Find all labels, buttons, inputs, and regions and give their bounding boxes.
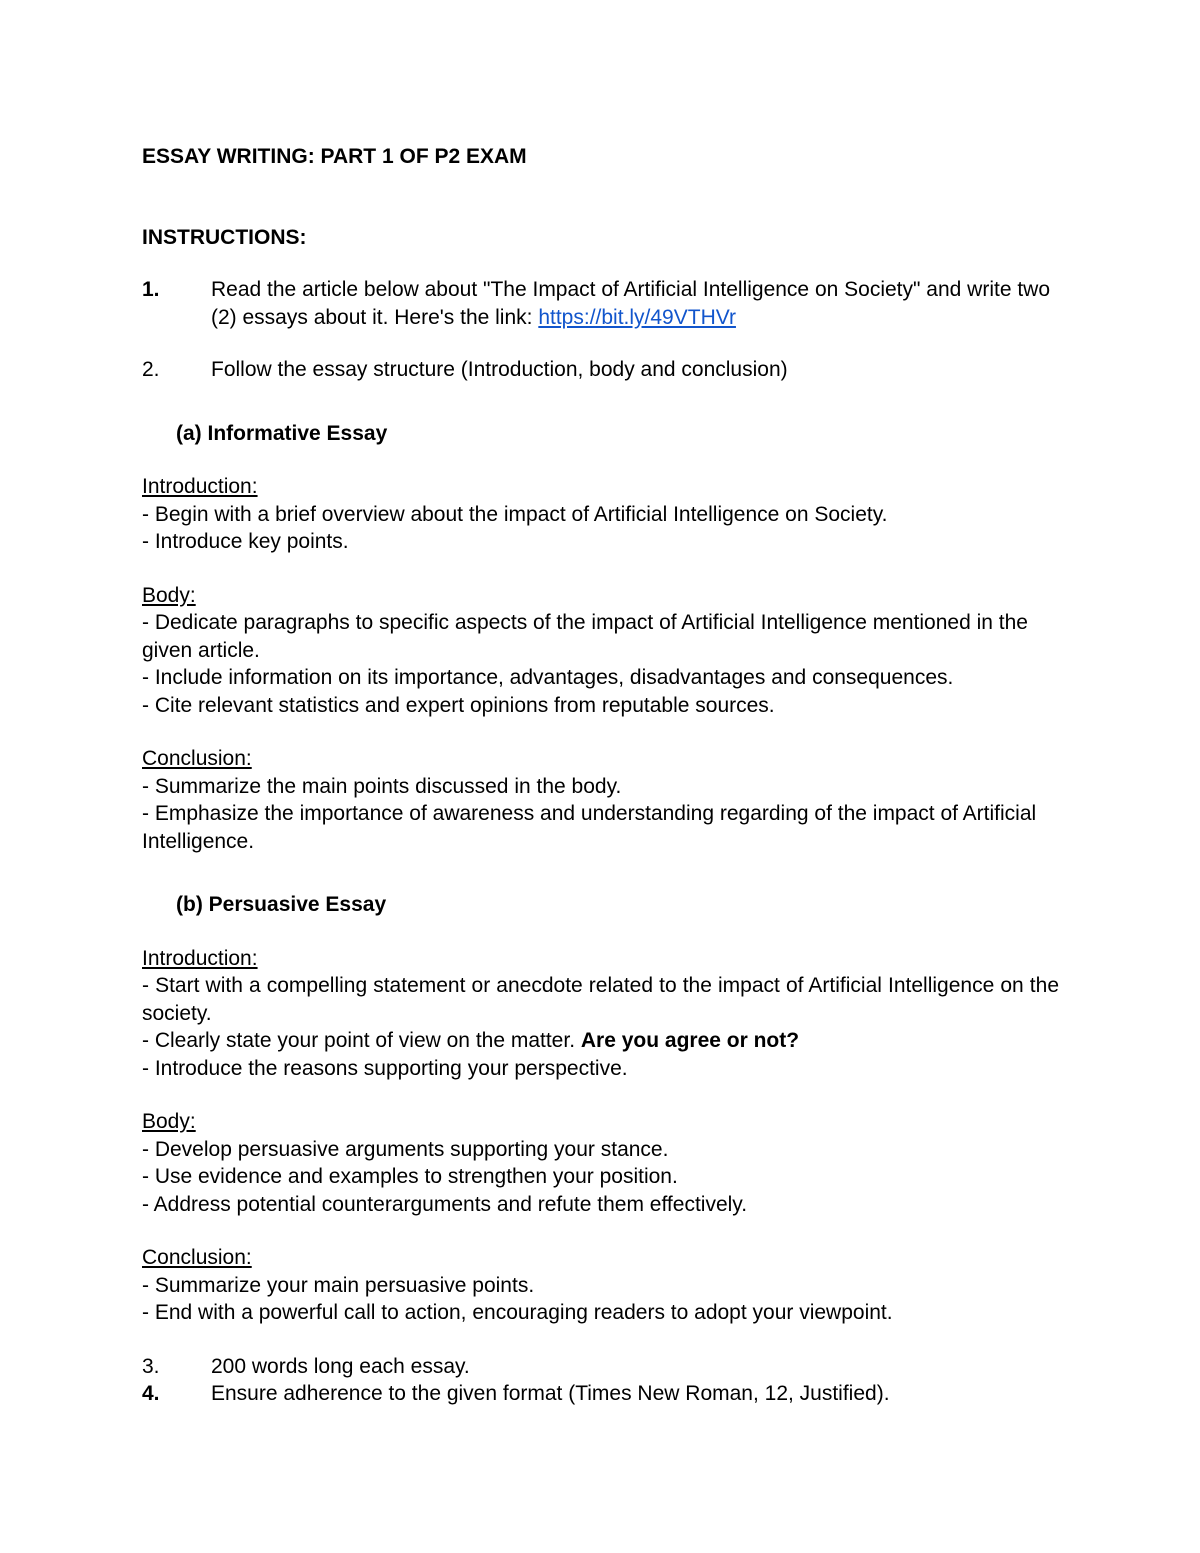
list-item: - Address potential counterarguments and refute them effectively.: [142, 1192, 748, 1216]
item-number: 1.: [142, 278, 160, 301]
section-label: Introduction:: [142, 475, 258, 498]
list-item: - Emphasize the importance of awareness and understanding regarding of the impact of Artificial Intelligence.: [142, 802, 1037, 853]
article-link[interactable]: https://bit.ly/49VTHVr: [538, 305, 736, 329]
list-item: [142, 1027, 1059, 1055]
list-item: - Introduce key points.: [142, 530, 349, 553]
persuasive-introduction: [142, 945, 1059, 1083]
instruction-item-4: [142, 1380, 1059, 1408]
instruction-item-3: [142, 1353, 1059, 1381]
persuasive-body: [142, 1108, 1059, 1218]
list-item: - End with a powerful call to action, encouraging readers to adopt your viewpoint.: [142, 1301, 893, 1324]
list-item: - Cite relevant statistics and expert opinions from reputable sources.: [142, 693, 775, 717]
section-label: Body:: [142, 583, 196, 607]
list-item: - Introduce the reasons supporting your perspective.: [142, 1056, 628, 1080]
list-item: - Include information on its importance, advantages, disadvantages and consequences.: [142, 666, 954, 689]
informative-body: [142, 582, 1059, 720]
item-text: [211, 276, 1059, 331]
item-text: Follow the essay structure (Introduction, body and conclusion): [211, 358, 788, 381]
instruction-item-2: [142, 356, 1059, 384]
informative-conclusion: [142, 745, 1059, 855]
document-title: ESSAY WRITING: PART 1 OF P2 EXAM: [142, 145, 527, 168]
list-item: - Dedicate paragraphs to specific aspects of the impact of Artificial Intelligence mentioned in the given article.: [142, 611, 1028, 662]
section-label: Conclusion:: [142, 747, 252, 770]
list-item: - Summarize the main points discussed in the body.: [142, 774, 622, 798]
document-content: [142, 143, 1059, 1408]
item-text: Ensure adherence to the given format (Times New Roman, 12, Justified).: [211, 1382, 890, 1405]
instruction-item-1: [142, 276, 1059, 331]
item-1-text: Read the article below about "The Impact of Artificial Intelligence on Society" and write two (2) essays about it. Here's the link:: [211, 278, 1051, 329]
section-label: Conclusion:: [142, 1246, 252, 1269]
list-item: - Start with a compelling statement or anecdote related to the impact of Artificial Intelligence on the society.: [142, 974, 1059, 1025]
item-number: 3.: [142, 1354, 160, 1378]
list-item: - Summarize your main persuasive points.: [142, 1273, 535, 1297]
persuasive-conclusion: [142, 1244, 1059, 1327]
list-item: - Develop persuasive arguments supporting your stance.: [142, 1137, 669, 1161]
list-item: - Use evidence and examples to strengthen your position.: [142, 1165, 678, 1188]
section-label: Body:: [142, 1110, 196, 1133]
list-item: - Begin with a brief overview about the impact of Artificial Intelligence on Society.: [142, 502, 888, 526]
informative-introduction: [142, 473, 1059, 556]
informative-essay-heading: (a) Informative Essay: [176, 421, 388, 445]
section-label: Introduction:: [142, 946, 258, 970]
item-number: 2.: [142, 358, 160, 381]
instructions-heading: INSTRUCTIONS:: [142, 225, 307, 249]
bold-question: Are you agree or not?: [580, 1029, 800, 1052]
item-number: 4.: [142, 1382, 160, 1405]
persuasive-essay-heading: (b) Persuasive Essay: [176, 893, 387, 916]
list-item-text: - Clearly state your point of view on the matter.: [142, 1029, 581, 1052]
item-text: 200 words long each essay.: [211, 1354, 470, 1378]
